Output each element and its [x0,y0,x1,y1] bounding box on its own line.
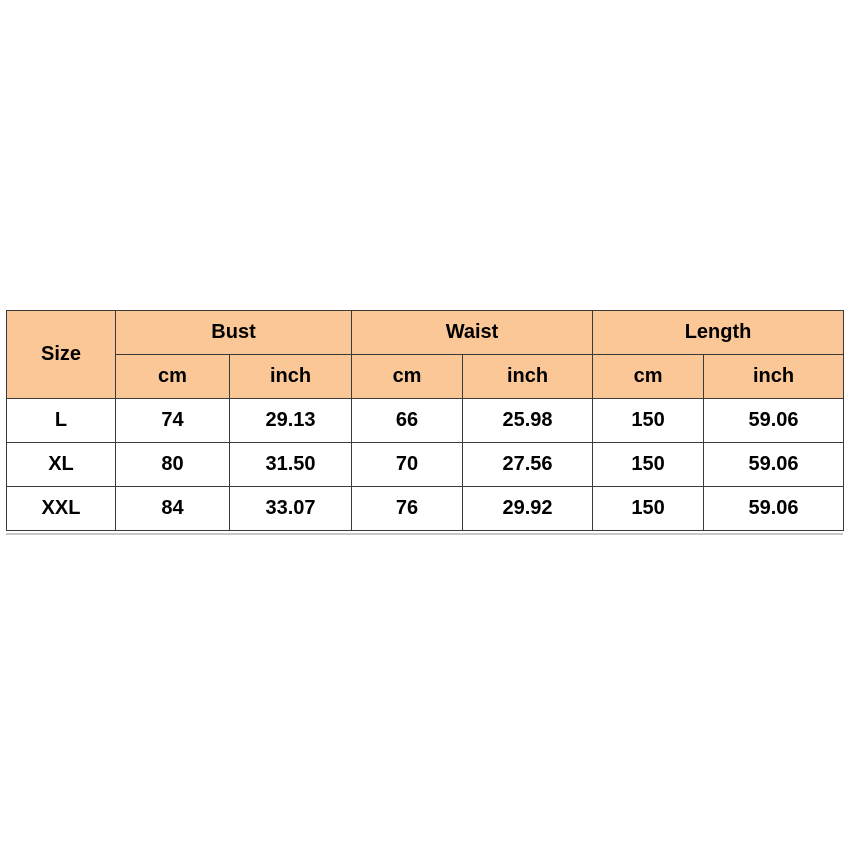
waist-cm-header: cm [352,355,463,399]
length-inch-cell: 59.06 [704,399,844,443]
table-row [7,443,844,487]
bust-cm-cell: 74 [116,399,230,443]
length-group-header: Length [593,311,844,355]
waist-group-header: Waist [352,311,593,355]
size-cell: L [7,399,116,443]
header-row-units [7,355,844,399]
bust-inch-header: inch [230,355,352,399]
waist-inch-header: inch [463,355,593,399]
size-chart-table [6,310,844,531]
waist-inch-cell: 29.92 [463,487,593,531]
bust-inch-cell: 29.13 [230,399,352,443]
waist-cm-cell: 76 [352,487,463,531]
length-cm-cell: 150 [593,487,704,531]
waist-inch-cell: 25.98 [463,399,593,443]
waist-cm-cell: 70 [352,443,463,487]
length-inch-header: inch [704,355,844,399]
size-cell: XXL [7,487,116,531]
table-bottom-shadow [6,533,843,535]
header-row-groups [7,311,844,355]
bust-group-header: Bust [116,311,352,355]
bust-cm-cell: 84 [116,487,230,531]
length-inch-cell: 59.06 [704,487,844,531]
waist-inch-cell: 27.56 [463,443,593,487]
length-cm-cell: 150 [593,443,704,487]
length-cm-header: cm [593,355,704,399]
size-column-header: Size [7,311,116,399]
size-cell: XL [7,443,116,487]
table-row [7,399,844,443]
bust-inch-cell: 33.07 [230,487,352,531]
length-cm-cell: 150 [593,399,704,443]
length-inch-cell: 59.06 [704,443,844,487]
bust-inch-cell: 31.50 [230,443,352,487]
table-row [7,487,844,531]
bust-cm-cell: 80 [116,443,230,487]
bust-cm-header: cm [116,355,230,399]
waist-cm-cell: 66 [352,399,463,443]
